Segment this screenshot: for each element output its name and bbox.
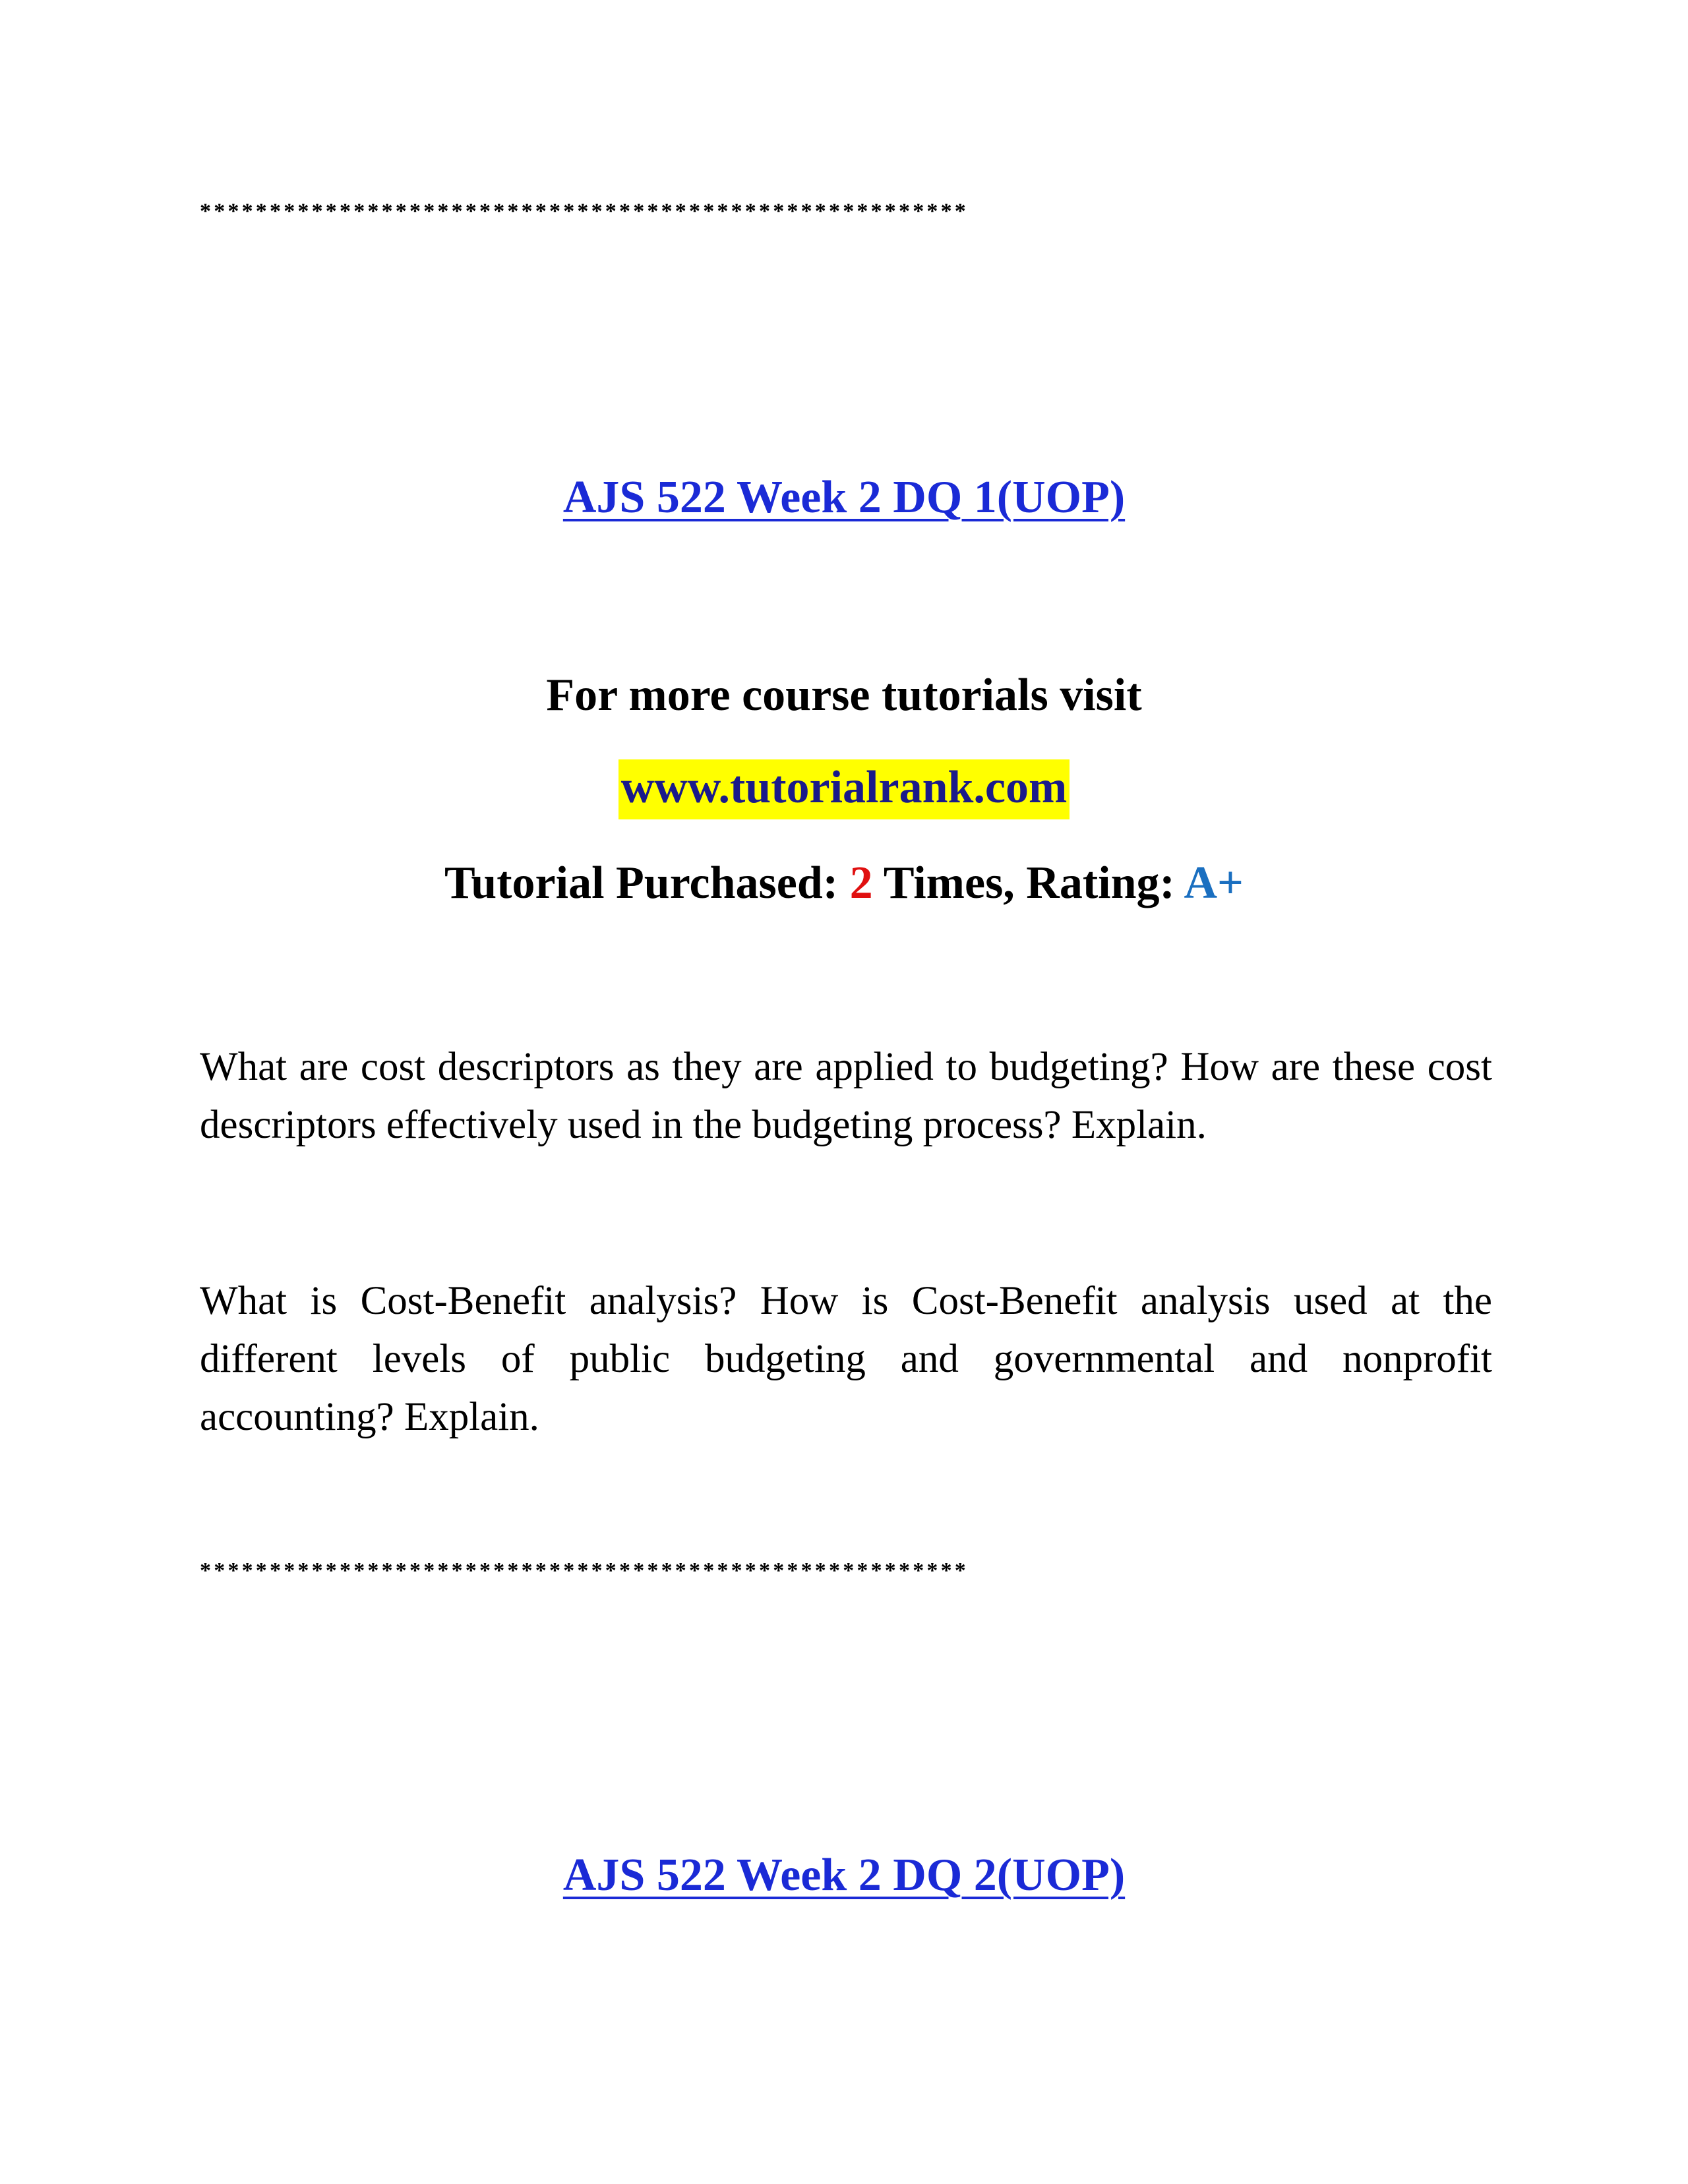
question-paragraph-1: What are cost descriptors as they are applied to budgeting? How are these cost descriptors effectively used in the budgeting process? Explain. — [200, 1045, 1492, 1147]
purchased-label: Tutorial Purchased: — [444, 858, 850, 908]
purchase-rating-line — [0, 860, 1688, 906]
times-rating-label: Times, Rating: — [872, 858, 1184, 908]
heading-link-dq1[interactable]: AJS 522 Week 2 DQ 1(UOP) — [562, 472, 1126, 523]
url-line — [0, 762, 1688, 813]
visit-text: For more course tutorials visit — [546, 670, 1142, 721]
purchased-count: 2 — [849, 858, 873, 908]
rating-value: A+ — [1184, 858, 1244, 908]
heading-link-dq2[interactable]: AJS 522 Week 2 DQ 2(UOP) — [562, 1850, 1126, 1901]
tutorialrank-url-link[interactable]: www.tutorialrank.com — [618, 759, 1070, 819]
separator-top: ******************************************************* — [200, 199, 969, 223]
separator-bottom: ******************************************************* — [200, 1558, 969, 1583]
question-paragraph-2: What is Cost-Benefit analysis? How is Cost-Benefit analysis used at the different levels of public budgeting and governmental and nonprofit accounting? Explain. — [200, 1279, 1492, 1439]
